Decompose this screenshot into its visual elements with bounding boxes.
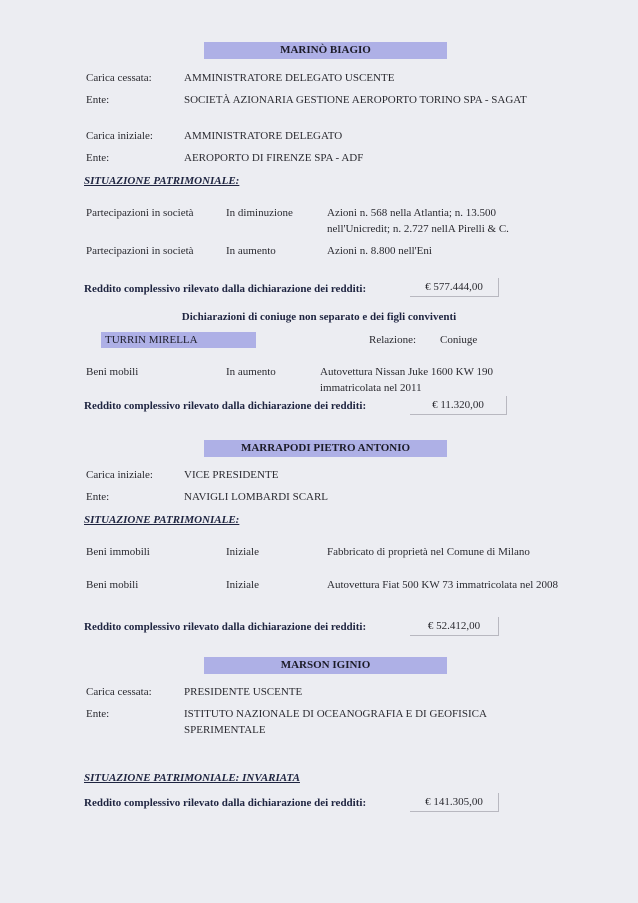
role-label: Carica cessata: — [86, 72, 152, 84]
entity-label: Ente: — [86, 708, 110, 720]
asset-change: Iniziale — [226, 546, 259, 558]
asset-type: Beni mobili — [86, 579, 139, 591]
relation-label: Relazione: — [369, 334, 417, 346]
asset-description: Azioni n. 568 nella Atlantia; n. 13.500 nell'Unicredit; n. 2.727 nellA Pirelli & C. — [327, 207, 509, 235]
reddito-label: Reddito complessivo rilevato dalla dichiarazione dei redditi: — [84, 283, 367, 295]
person-name-header: MARINÒ BIAGIO — [204, 42, 447, 59]
person-name-header: MARSON IGINIO — [204, 657, 447, 674]
asset-change: Iniziale — [226, 579, 259, 591]
asset-description: Autovettura Fiat 500 KW 73 immatricolata nel 2008 — [327, 579, 559, 591]
asset-change: In diminuzione — [226, 207, 293, 219]
role-value: VICE PRESIDENTE — [184, 469, 279, 481]
role-label: Carica iniziale: — [86, 469, 153, 481]
asset-description: Azioni n. 8.800 nell'Eni — [327, 245, 432, 257]
entity-value: NAVIGLI LOMBARDI SCARL — [184, 491, 329, 503]
role-value: AMMINISTRATORE DELEGATO USCENTE — [184, 72, 395, 84]
section-title-situazione-invariata: SITUAZIONE PATRIMONIALE: INVARIATA — [84, 772, 300, 784]
reddito-value: € 11.320,00 — [410, 396, 507, 415]
entity-value: ISTITUTO NAZIONALE DI OCEANOGRAFIA E DI GEOFISICA SPERIMENTALE — [184, 708, 487, 736]
role-value: AMMINISTRATORE DELEGATO — [184, 130, 343, 142]
reddito-value: € 141.305,00 — [410, 793, 499, 812]
asset-type: Beni mobili — [86, 366, 139, 378]
reddito-value: € 52.412,00 — [410, 617, 499, 636]
coniuge-header: Dichiarazioni di coniuge non separato e dei figli conviventi — [181, 311, 457, 323]
entity-value: SOCIETÀ AZIONARIA GESTIONE AEROPORTO TORINO SPA - SAGAT — [184, 94, 527, 106]
role-value: PRESIDENTE USCENTE — [184, 686, 303, 698]
role-label: Carica cessata: — [86, 686, 152, 698]
asset-change: In aumento — [226, 366, 276, 378]
reddito-value: € 577.444,00 — [410, 278, 499, 297]
section-title-situazione: SITUAZIONE PATRIMONIALE: — [84, 514, 240, 526]
asset-type: Partecipazioni in società — [86, 207, 194, 219]
reddito-label: Reddito complessivo rilevato dalla dichiarazione dei redditi: — [84, 400, 367, 412]
role-label: Carica iniziale: — [86, 130, 153, 142]
section-title-situazione: SITUAZIONE PATRIMONIALE: — [84, 175, 240, 187]
asset-type: Beni immobili — [86, 546, 150, 558]
asset-description: Autovettura Nissan Juke 1600 KW 190 immatricolata nel 2011 — [320, 366, 494, 394]
asset-type: Partecipazioni in società — [86, 245, 194, 257]
asset-change: In aumento — [226, 245, 276, 257]
reddito-label: Reddito complessivo rilevato dalla dichiarazione dei redditi: — [84, 621, 367, 633]
entity-label: Ente: — [86, 152, 110, 164]
relation-value: Coniuge — [440, 334, 478, 346]
entity-value: AEROPORTO DI FIRENZE SPA - ADF — [184, 152, 364, 164]
entity-label: Ente: — [86, 94, 110, 106]
spouse-name: TURRIN MIRELLA — [101, 332, 256, 348]
entity-label: Ente: — [86, 491, 110, 503]
asset-description: Fabbricato di proprietà nel Comune di Milano — [327, 546, 530, 558]
reddito-label: Reddito complessivo rilevato dalla dichiarazione dei redditi: — [84, 797, 367, 809]
person-name-header: MARRAPODI PIETRO ANTONIO — [204, 440, 447, 457]
